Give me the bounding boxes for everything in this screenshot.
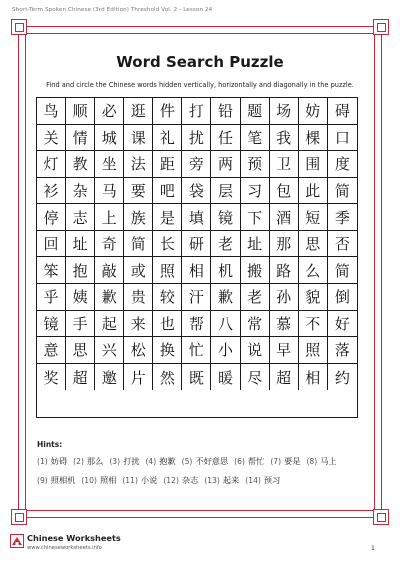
grid-cell[interactable]: 相 [182,257,211,284]
grid-cell[interactable]: 我 [270,125,299,152]
grid-cell[interactable]: 场 [270,98,299,125]
hint-word: 那么 [86,456,104,466]
grid-cell[interactable]: 衫 [37,178,66,205]
grid-cell[interactable]: 棵 [299,125,328,152]
hint-number: (10) [81,476,97,485]
hint-number: (6) [234,457,245,466]
hint-word: 小说 [140,475,158,485]
grid-cell[interactable]: 课 [124,125,153,152]
grid-cell[interactable]: 顺 [66,98,95,125]
grid-cell[interactable]: 址 [241,231,270,258]
hint-item [182,452,229,471]
chinese-worksheets-logo-icon [10,534,24,548]
grid-cell[interactable]: 志 [66,204,95,231]
grid-cell[interactable]: 早 [270,337,299,364]
frame-corner-ornament [11,19,27,35]
grid-cell[interactable]: 尽 [241,364,270,391]
hint-item [37,452,67,471]
grid-cell[interactable]: 短 [299,204,328,231]
grid-cell[interactable]: 不 [299,311,328,338]
hint-word: 马上 [320,456,337,466]
grid-cell[interactable]: 既 [182,364,211,391]
hint-number: (9) [37,476,48,485]
grid-cell[interactable]: 简 [328,178,357,205]
grid-cell[interactable]: 吧 [153,178,182,205]
grid-cell[interactable]: 预 [241,151,270,178]
grid-cell[interactable]: 停 [37,204,66,231]
word-search-grid [36,97,358,418]
grid-cell[interactable]: 关 [37,125,66,152]
hint-item [204,471,239,490]
grid-cell[interactable]: 较 [153,284,182,311]
grid-cell[interactable]: 抱 [66,257,95,284]
grid-cell[interactable]: 杂 [66,178,95,205]
grid-cell[interactable]: 镜 [37,311,66,338]
grid-cell[interactable]: 层 [211,178,240,205]
grid-cell[interactable]: 法 [124,151,153,178]
hint-word: 抱歉 [159,456,176,466]
grid-cell[interactable]: 老 [241,284,270,311]
grid-cell[interactable]: 马 [95,178,124,205]
grid-cell[interactable]: 情 [66,125,95,152]
grid-cell[interactable]: 必 [95,98,124,125]
grid-cell[interactable]: 研 [182,231,211,258]
instructions-text: Find and circle the Chinese words hidden vertically, horizontally and diagonally in the puzzle. [46,81,354,89]
grid-cell[interactable]: 季 [328,204,357,231]
grid-cell[interactable]: 汗 [182,284,211,311]
grid-cell[interactable]: 倒 [328,284,357,311]
grid-cell[interactable]: 城 [95,125,124,152]
grid-cell[interactable]: 起 [95,311,124,338]
hint-number: (8) [306,457,318,466]
grid-cell[interactable]: 说 [241,337,270,364]
grid-cell[interactable]: 照 [153,257,182,284]
footer-website-link[interactable]: www.chineseworksheets.info [27,545,102,551]
grid-cell[interactable]: 围 [299,151,328,178]
hint-word: 妨碍 [50,456,68,466]
grid-cell[interactable]: 灯 [37,151,66,178]
grid-cell[interactable]: 奖 [37,364,66,391]
grid-cell[interactable]: 邀 [95,364,124,391]
hints-list [37,452,367,490]
grid-cell[interactable]: 老 [211,231,240,258]
grid-cell[interactable]: 姨 [66,284,95,311]
grid-cell[interactable]: 也 [153,311,182,338]
grid-cell[interactable]: 此 [299,178,328,205]
grid-cell[interactable]: 奇 [95,231,124,258]
frame-corner-ornament [11,509,27,525]
hint-word: 预习 [263,475,281,485]
grid-cell[interactable]: 貌 [299,284,328,311]
grid-cell[interactable]: 机 [211,257,240,284]
grid-cell[interactable]: 帮 [182,311,211,338]
grid-cell[interactable]: 歉 [95,284,124,311]
grid-cell[interactable]: 歉 [211,284,240,311]
hint-item [37,471,75,490]
grid-cell[interactable]: 礼 [153,125,182,152]
grid-cell[interactable]: 落 [328,337,357,364]
grid-cell[interactable]: 孙 [270,284,299,311]
grid-cell[interactable]: 下 [241,204,270,231]
grid-cell[interactable]: 松 [124,337,153,364]
grid-cell[interactable]: 常 [241,311,270,338]
grid-cell[interactable]: 简 [124,231,153,258]
frame-corner-ornament [373,509,389,525]
grid-cell[interactable]: 题 [241,98,270,125]
grid-cell[interactable]: 片 [124,364,153,391]
grid-cell[interactable]: 碍 [328,98,357,125]
grid-cell[interactable]: 妨 [299,98,328,125]
grid-cell[interactable]: 教 [66,151,95,178]
grid-cell[interactable]: 暖 [211,364,240,391]
grid-cell[interactable]: 笨 [37,257,66,284]
hint-item [122,471,157,490]
hint-number: (14) [245,476,261,485]
hint-word: 不好意思 [195,456,229,466]
grid-cell[interactable]: 否 [328,231,357,258]
hint-number: (7) [270,457,282,466]
grid-cell[interactable]: 两 [211,151,240,178]
course-title-header: Short-Term Spoken Chinese (3rd Edition) Threshold Vol. 2 - Lesson 24 [12,7,213,13]
grid-cell[interactable]: 好 [328,311,357,338]
grid-cell[interactable]: 慕 [270,311,299,338]
grid-cell[interactable]: 袋 [182,178,211,205]
grid-cell[interactable]: 上 [95,204,124,231]
grid-cell[interactable]: 件 [153,98,182,125]
hint-number: (11) [122,476,138,485]
grid-cell[interactable]: 手 [66,311,95,338]
grid-cell[interactable]: 搬 [241,257,270,284]
grid-cell[interactable]: 忙 [182,337,211,364]
grid-cell[interactable]: 然 [153,364,182,391]
hints-heading: Hints: [37,440,63,449]
page-title: Word Search Puzzle [116,53,284,71]
grid-cell[interactable]: 填 [182,204,211,231]
grid-cell[interactable]: 铅 [211,98,240,125]
grid-cell[interactable]: 鸟 [37,98,66,125]
grid-cell[interactable]: 笔 [241,125,270,152]
grid-cell[interactable]: 敲 [95,257,124,284]
footer-brand-name: Chinese Worksheets [27,533,121,543]
page-number: 1 [371,545,375,552]
hint-word: 照相机 [50,475,76,485]
hint-number: (2) [73,457,84,466]
hint-number: (13) [204,476,220,485]
hint-word: 帮忙 [247,456,265,466]
grid-cell[interactable]: 长 [153,231,182,258]
grid-cell[interactable]: 坐 [95,151,124,178]
grid-cell[interactable]: 习 [241,178,270,205]
grid-cell[interactable]: 卫 [270,151,299,178]
hint-item [245,471,280,490]
grid-cell[interactable]: 酒 [270,204,299,231]
hint-word: 照相 [99,475,117,485]
grid-cell[interactable]: 换 [153,337,182,364]
grid-cell[interactable]: 或 [124,257,153,284]
hint-item [163,471,198,490]
hint-item [145,452,175,471]
grid-cell[interactable]: 八 [211,311,240,338]
grid-cell[interactable]: 逛 [124,98,153,125]
hint-word: 打扰 [123,456,140,466]
grid-cell[interactable]: 思 [299,231,328,258]
grid-cell[interactable]: 乎 [37,284,66,311]
grid-cell[interactable]: 要 [124,178,153,205]
hint-word: 要是 [284,456,301,466]
grid-cell[interactable]: 小 [211,337,240,364]
grid-cell[interactable]: 度 [328,151,357,178]
grid-cell[interactable]: 意 [37,337,66,364]
hint-number: (3) [109,457,121,466]
grid-cell[interactable]: 么 [299,257,328,284]
grid-cell[interactable]: 照 [299,337,328,364]
grid-cell[interactable]: 超 [270,364,299,391]
hint-number: (5) [181,457,193,466]
grid-cell[interactable]: 址 [66,231,95,258]
grid-cell[interactable]: 超 [66,364,95,391]
grid-cell[interactable]: 来 [124,311,153,338]
grid-cell[interactable]: 是 [153,204,182,231]
hint-word: 起来 [222,475,240,485]
grid-cell[interactable]: 打 [182,98,211,125]
grid-cell[interactable]: 相 [299,364,328,391]
hint-word: 杂志 [181,475,199,485]
hint-item [81,471,116,490]
hint-number: (1) [37,457,48,466]
grid-cell[interactable]: 思 [66,337,95,364]
hint-item [306,452,336,471]
hint-item [234,452,264,471]
hint-item [270,452,300,471]
hint-number: (12) [163,476,179,485]
grid-cell[interactable]: 口 [328,125,357,152]
grid-cell[interactable]: 贵 [124,284,153,311]
grid-cell[interactable]: 镜 [211,204,240,231]
grid-cell[interactable]: 旁 [182,151,211,178]
grid-cell[interactable]: 族 [124,204,153,231]
hint-number: (4) [145,457,157,466]
hint-item [73,452,103,471]
grid-cell[interactable]: 路 [270,257,299,284]
grid-cell[interactable]: 包 [270,178,299,205]
grid-cell[interactable]: 距 [153,151,182,178]
grid-cell[interactable]: 兴 [95,337,124,364]
grid-cell[interactable]: 任 [211,125,240,152]
grid-cell[interactable]: 那 [270,231,299,258]
grid-cell[interactable]: 扰 [182,125,211,152]
grid-cell[interactable]: 回 [37,231,66,258]
hint-item [109,452,139,471]
frame-corner-ornament [373,19,389,35]
grid-cell[interactable]: 约 [334,368,350,387]
grid-cell[interactable]: 简 [328,257,357,284]
